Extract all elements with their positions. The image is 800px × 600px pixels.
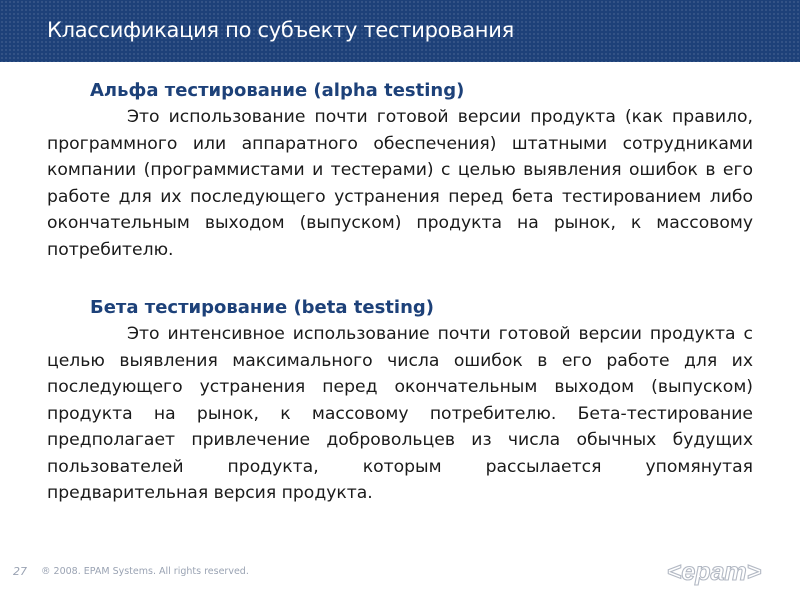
slide-header: [0, 0, 800, 62]
slide-title: Классификация по субъекту тестирования: [47, 18, 514, 42]
epam-logo-text: <epam>: [666, 558, 762, 586]
beta-testing-heading: Бета тестирование (beta testing): [90, 297, 435, 318]
alpha-testing-description: Это использование почти готовой версии продукта (как правило, программного или аппаратного обеспечения) штатными сотрудниками компании (программистами и тестерами) с целью выявления ошибок в его работе для их последующего устранения перед бета тестированием либо окончательным выходом (выпуском) продукта на рынок, к массовому потребителю.: [47, 107, 753, 260]
beta-testing-description: Это интенсивное использование почти готовой версии продукта с целью выявления максимального числа ошибок в его работе для их последующего устранения перед окончательным выходом (выпуском) продукта на рынок, к массовому потребителю. Бета-тестирование предполагает привлечение добровольцев из числа обычных будущих пользователей продукта, которым рассылается упомянутая предварительная версия продукта.: [47, 324, 753, 503]
copyright-notice: ® 2008. EPAM Systems. All rights reserved.: [41, 566, 249, 577]
page-number: 27: [13, 565, 27, 578]
alpha-testing-section: [47, 78, 753, 263]
epam-logo: [666, 556, 762, 588]
slide-content: [47, 78, 753, 507]
beta-testing-section: [47, 295, 753, 507]
alpha-testing-heading: Альфа тестирование (alpha testing): [90, 80, 465, 101]
